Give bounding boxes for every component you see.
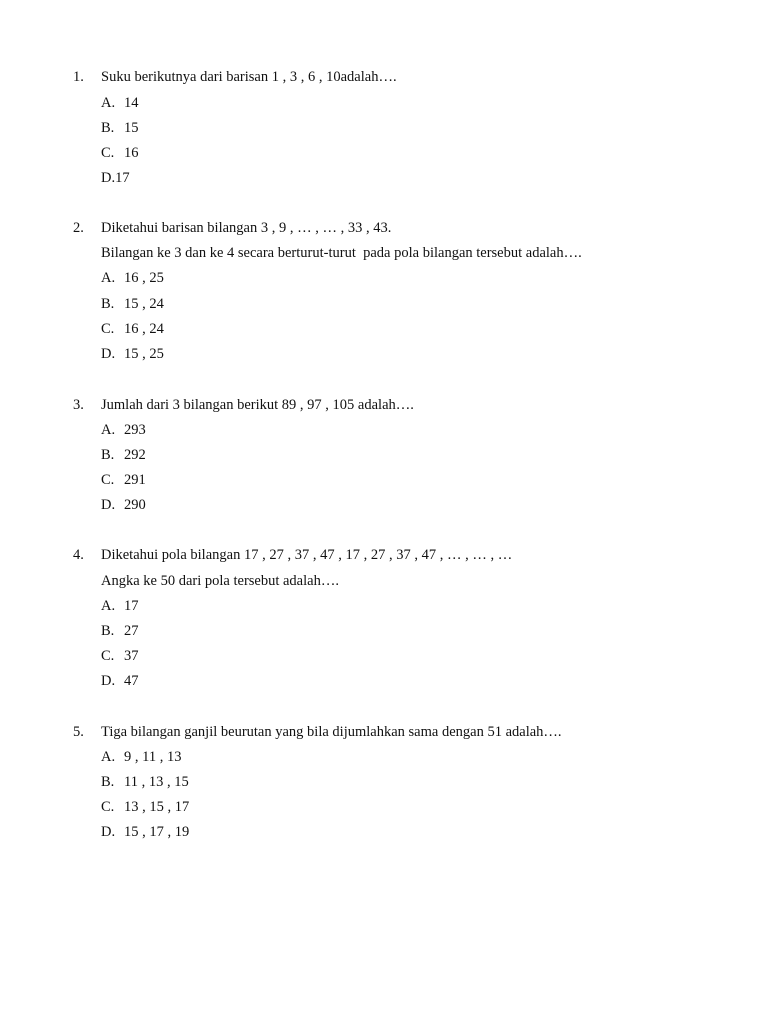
option-letter: D. bbox=[101, 824, 116, 840]
option-letter: A. bbox=[101, 749, 116, 765]
question-text: Diketahui barisan bilangan 3 , 9 , … , … , 33 , 43. bbox=[101, 220, 392, 236]
option-letter: C. bbox=[101, 145, 115, 161]
question-text: Angka ke 50 dari pola tersebut adalah…. bbox=[101, 573, 339, 589]
option-letter: C. bbox=[101, 321, 115, 337]
option-value: 16 bbox=[124, 145, 139, 161]
option-value: 14 bbox=[124, 95, 139, 111]
option-letter: A. bbox=[101, 95, 116, 111]
option-letter: A. bbox=[101, 598, 116, 614]
option-letter: D.17 bbox=[101, 170, 130, 186]
option-letter: D. bbox=[101, 346, 116, 362]
question-number: 4. bbox=[73, 547, 84, 563]
option-value: 16 , 24 bbox=[124, 321, 164, 337]
option-value: 15 bbox=[124, 120, 139, 136]
option-letter: A. bbox=[101, 422, 116, 438]
option-value: 16 , 25 bbox=[124, 270, 164, 286]
option-value: 291 bbox=[124, 472, 146, 488]
option-letter: A. bbox=[101, 270, 116, 286]
option-letter: D. bbox=[101, 497, 116, 513]
option-value: 11 , 13 , 15 bbox=[124, 774, 189, 790]
option-value: 15 , 17 , 19 bbox=[124, 824, 190, 840]
question-text: Jumlah dari 3 bilangan berikut 89 , 97 , 105 adalah…. bbox=[101, 397, 414, 413]
option-value: 13 , 15 , 17 bbox=[124, 799, 190, 815]
question-text: Tiga bilangan ganjil beurutan yang bila dijumlahkan sama dengan 51 adalah…. bbox=[101, 724, 562, 740]
option-letter: C. bbox=[101, 799, 115, 815]
option-letter: D. bbox=[101, 673, 116, 689]
question-number: 3. bbox=[73, 397, 84, 413]
option-value: 293 bbox=[124, 422, 146, 438]
option-value: 17 bbox=[124, 598, 139, 614]
option-value: 27 bbox=[124, 623, 139, 639]
option-value: 290 bbox=[124, 497, 146, 513]
question-number: 2. bbox=[73, 220, 84, 236]
option-letter: C. bbox=[101, 648, 115, 664]
option-letter: B. bbox=[101, 623, 115, 639]
question-text: Bilangan ke 3 dan ke 4 secara berturut-turut pada pola bilangan tersebut adalah…. bbox=[101, 245, 582, 261]
question-number: 1. bbox=[73, 69, 84, 85]
option-value: 15 , 25 bbox=[124, 346, 164, 362]
question-number: 5. bbox=[73, 724, 84, 740]
option-value: 47 bbox=[124, 673, 139, 689]
question-text: Suku berikutnya dari barisan 1 , 3 , 6 , 10adalah…. bbox=[101, 69, 397, 85]
option-value: 15 , 24 bbox=[124, 296, 164, 312]
option-letter: B. bbox=[101, 774, 115, 790]
option-value: 9 , 11 , 13 bbox=[124, 749, 182, 765]
option-letter: B. bbox=[101, 120, 115, 136]
option-letter: C. bbox=[101, 472, 115, 488]
option-letter: B. bbox=[101, 296, 115, 312]
option-value: 37 bbox=[124, 648, 139, 664]
option-letter: B. bbox=[101, 447, 115, 463]
option-value: 292 bbox=[124, 447, 146, 463]
question-text: Diketahui pola bilangan 17 , 27 , 37 , 47 , 17 , 27 , 37 , 47 , … , … , … bbox=[101, 547, 513, 563]
